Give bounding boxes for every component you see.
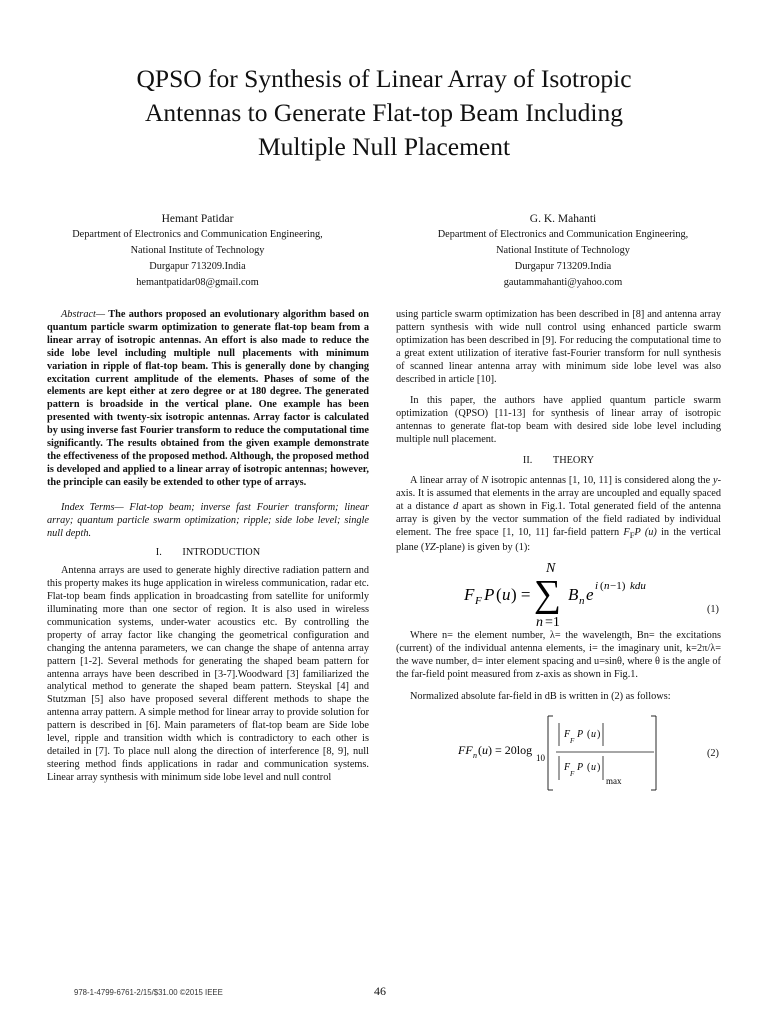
abstract-text: The authors proposed an evolutionary algorithm based on quantum particle swarm optimization to generate flat-top beam from a linear array of isotropic antennas. An effort is also made to reduce the side lobe level including multiple null placements with minimum variation in ripple of flat-top beam. This is generally done by changing excitation current amplitude of the elements. Phases of some of the elements are kept either at zero degree or at 180 degree. The generated pattern is broadside in the vertical plane. One example has been presented with twenty-six isotropic antennas. Array factor is calculated by using inverse fast Fourier transform to reduce the computational time significantly. The results obtained from the given example demonstrate the effectiveness of the proposed method. Although, the proposed method is developed and applied to a linear array of isotropic antennas; however, the principle can easily be extended to other type of arrays. — [47, 309, 370, 488]
author-block-2 — [398, 212, 728, 291]
text-run: isotropic antennas [1, 10, 11] is considered along the — [488, 474, 713, 486]
svg-text:(: ( — [587, 728, 591, 740]
svg-text:F: F — [464, 585, 475, 605]
svg-text:P: P — [577, 761, 584, 773]
author-institute: National Institute of Technology — [496, 245, 630, 256]
svg-text:F: F — [564, 761, 571, 773]
svg-text:n: n — [536, 615, 543, 631]
equation-2 — [396, 710, 721, 794]
equation-1 — [396, 558, 721, 630]
svg-text:P: P — [577, 728, 584, 740]
right-column — [396, 309, 721, 794]
theory-paragraph — [396, 475, 721, 554]
svg-text:(: ( — [600, 580, 604, 593]
normalized-paragraph: Normalized absolute far-field in dB is written in (2) as follows: — [410, 691, 671, 703]
abstract-label: Abstract— — [61, 309, 106, 320]
title-line-1: QPSO for Synthesis of Linear Array of Isotropic — [136, 64, 632, 93]
right-paragraph-2: In this paper, the authors have applied quantum particle swarm optimization (QPSO) [11-13] for synthesis of linear array of isotropic antennas to generate flat-top beam with desired side lobe level including multiple null placement. — [396, 395, 721, 446]
section-heading-theory: II. THEORY — [522, 455, 595, 467]
svg-text:u: u — [591, 761, 596, 773]
right-paragraph-1: using particle swarm optimization has been described in [8] and antenna array pattern synthesis with wide null control using enhanced particle swarm optimization has been described in [9]. For reducing the computational time to a great extent utilization of iterative fast-Fourier transform for null synthesis of scanned linear antenna array with minimum side lobe level was also described in article [10]. — [396, 309, 721, 385]
svg-text:(: ( — [496, 585, 502, 605]
index-terms: Index Terms— Flat-top beam; inverse fast Fourier transform; linear array; quantum particle swarm optimization; ripple; side lobe level; single null depth. — [47, 501, 369, 539]
svg-text:F: F — [475, 595, 482, 608]
svg-text:u: u — [502, 585, 511, 605]
copyright-footer: 978-1-4799-6761-2/15/$31.00 ©2015 IEEE — [74, 988, 223, 997]
author-email: hemantpatidar08@gmail.com — [136, 277, 259, 288]
page-number: 46 — [374, 984, 386, 998]
author-dept: Department of Electronics and Communication Engineering, — [72, 229, 323, 240]
svg-text:u: u — [482, 742, 488, 757]
author-name: G. K. Mahanti — [529, 213, 597, 225]
svg-text:n: n — [579, 595, 585, 608]
equation-2-formula — [396, 710, 696, 794]
symbol-n: N — [481, 474, 489, 486]
text-run: in the vertical plane ( — [396, 526, 721, 553]
text-run: -axis. It is assumed that elements in the array are uncoupled and equally spaced at a distance — [396, 474, 721, 512]
title-line-2: Antennas to Generate Flat-top Beam Including — [145, 98, 623, 127]
abstract — [47, 309, 369, 490]
author-institute: National Institute of Technology — [130, 245, 265, 256]
svg-text:F: F — [564, 728, 571, 740]
introduction-paragraph: Antenna arrays are used to generate highly directive radiation pattern and this property makes its huge application in wireless communication, radar etc. Flat-top beam finds application in broadcasting from satellite for uniformly illuminating more than one sector of region. It is also used in wireless communication systems, under-water acoustics etc. By controlling the property of array factor like changing the geometrical configuration and changing the antenna parameters, we can change the shape of antenna array pattern [1-2]. Several methods for generating the shaped beam pattern for antenna arrays have been described in [3-7].Woodward [3] familiarized the analytical method to generate the shaped beam pattern. Steyskal [4] and Stutzman [5] also have proposed several different methods to shape the antenna array pattern. A simple method for linear array to provide solution for pattern is described in [6]. Main parameters of flat-top beam are Side lobe level, ripple and transition width which is contradictory to each other is detailed in [7]. To place null along the direction of interference [8, 9], null steering method finds applications in radar and communication systems. Linear array synthesis with minimum side lobe level and null control — [47, 565, 369, 783]
svg-text:B: B — [568, 585, 579, 605]
author-block-1 — [35, 212, 360, 291]
svg-text:i: i — [595, 580, 599, 593]
svg-text:10: 10 — [536, 752, 545, 763]
svg-text:F: F — [570, 736, 575, 745]
svg-text:FF: FF — [458, 742, 473, 757]
svg-text:u: u — [591, 728, 596, 740]
equation-1-number: (1) — [706, 604, 719, 616]
svg-text:P: P — [484, 585, 495, 605]
text-run: apart as shown in Fig.1. Total generated field of the antenna array is given by the vector summation of the field radiated by individual element. The free space [1, 10, 11] far-field pattern — [396, 500, 721, 538]
left-column — [47, 309, 369, 785]
svg-text:): ) — [597, 728, 601, 740]
svg-text:max: max — [606, 775, 622, 786]
svg-text:(: ( — [587, 761, 591, 773]
text-run: A linear array of — [410, 474, 482, 486]
symbol-yz: YZ — [424, 541, 436, 553]
paper-title — [40, 62, 728, 164]
section-heading-introduction: I. INTRODUCTION — [155, 547, 261, 559]
author-city: Durgapur 713209.India — [514, 261, 612, 272]
text-run: -plane) is given by (1): — [435, 541, 531, 553]
symbol-p-u: P (u) — [634, 526, 657, 538]
svg-text:(: ( — [478, 742, 482, 757]
equation-2-number: (2) — [706, 747, 719, 759]
symbol-y: y — [712, 474, 718, 486]
svg-text:): ) — [597, 761, 601, 773]
subscript-f: F — [629, 529, 635, 540]
svg-text:n: n — [604, 580, 610, 593]
title-line-3: Multiple Null Placement — [257, 132, 511, 161]
equation-1-formula — [396, 558, 696, 630]
author-name: Hemant Patidar — [161, 213, 234, 225]
symbol-d: d — [453, 500, 459, 512]
svg-text:kdu: kdu — [630, 580, 646, 593]
svg-text:N: N — [546, 561, 556, 577]
svg-text:F: F — [570, 769, 575, 778]
svg-text:=1: =1 — [545, 615, 560, 631]
svg-text:e: e — [586, 585, 594, 605]
svg-text:) =: ) = — [511, 585, 531, 605]
svg-text:−1): −1) — [610, 580, 626, 593]
svg-text:) = 20log: ) = 20log — [488, 742, 533, 757]
author-email: gautammahanti@yahoo.com — [503, 277, 623, 288]
author-dept: Department of Electronics and Communication Engineering, — [437, 229, 689, 240]
svg-text:n: n — [473, 750, 477, 760]
symbol-f: F — [623, 526, 630, 538]
svg-text:∑: ∑ — [534, 573, 562, 616]
author-city: Durgapur 713209.India — [149, 261, 246, 272]
where-paragraph: Where n= the element number, λ= the wavelength, Bn= the excitations (current) of the individual antenna elements, i= the imaginary unit, k=2π/λ= the wave number, d= inter element spacing and u=sinθ, where θ is the angle of the far-field point measured from z-axis as shown in Fig.1. — [396, 630, 721, 681]
